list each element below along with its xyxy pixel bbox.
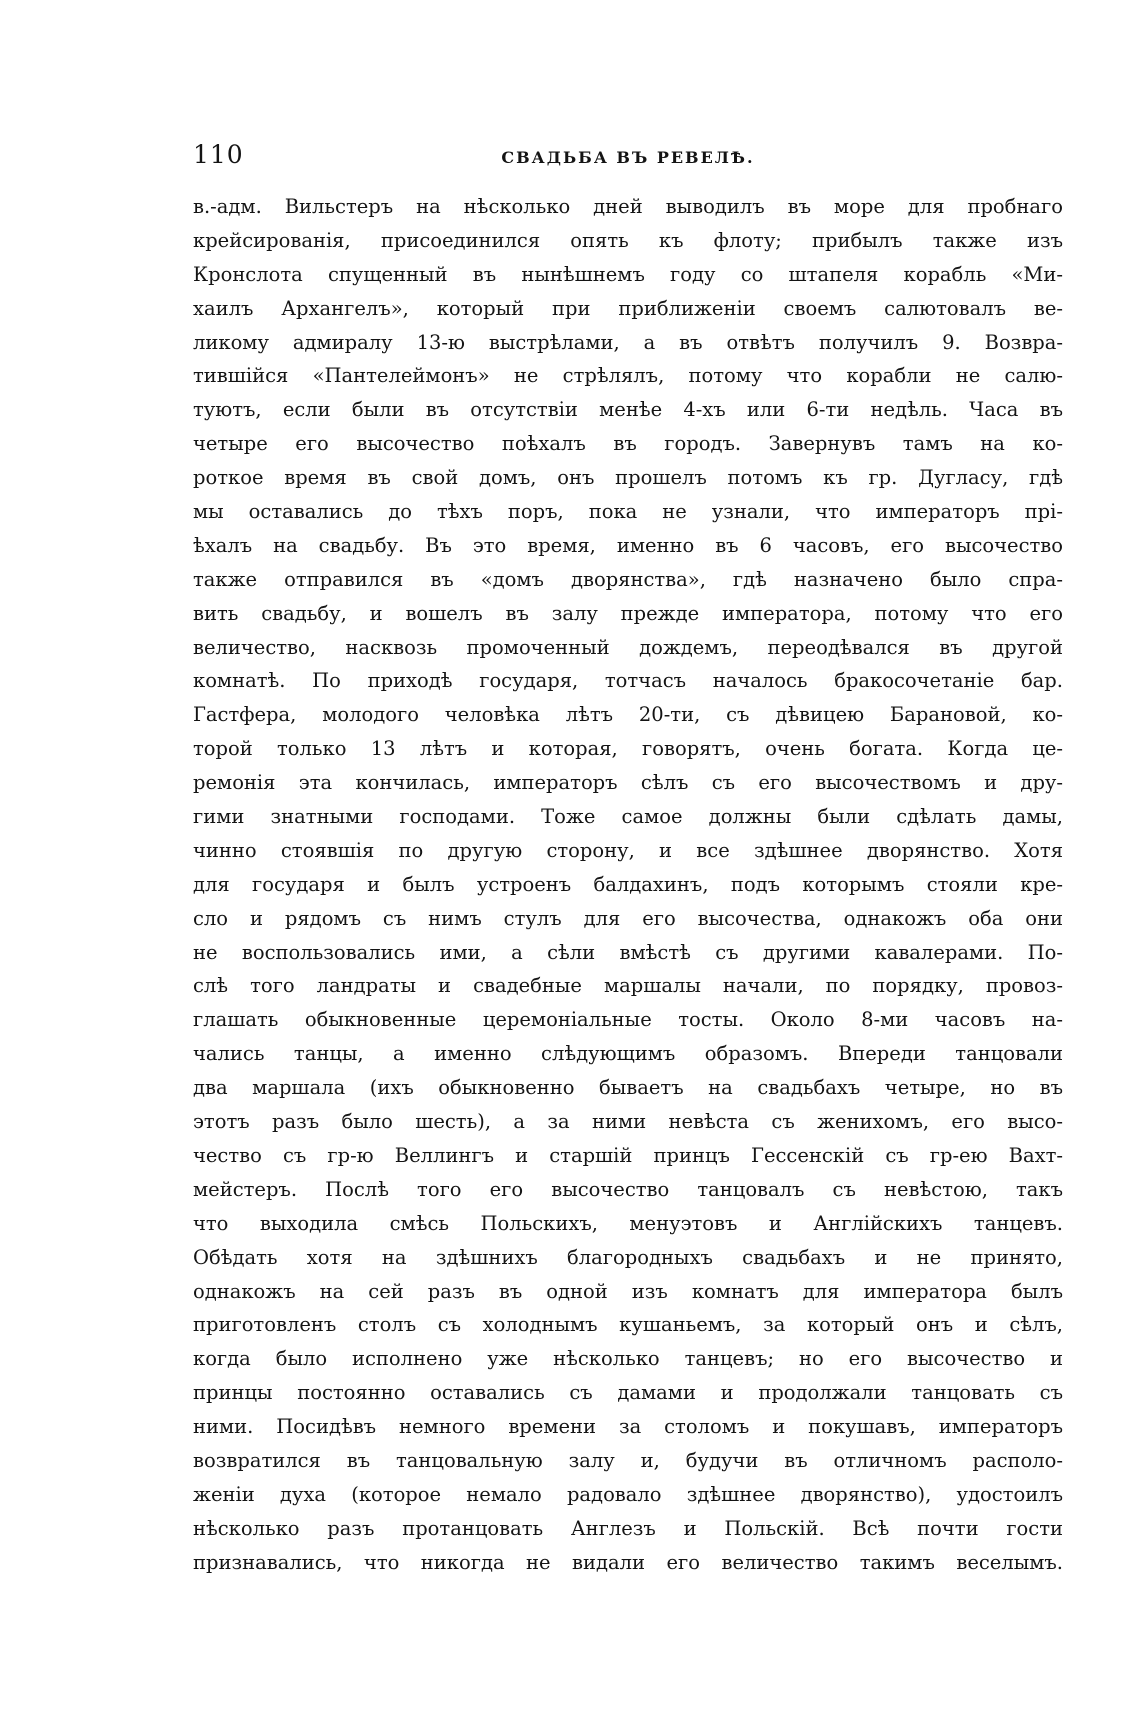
text-line: что выходила смѣсь Польскихъ, менуэтовъ и Англійскихъ танцевъ. (193, 1211, 1063, 1235)
text-line: Обѣдать хотя на здѣшнихъ благородныхъ свадьбахъ и не принято, (193, 1245, 1063, 1269)
text-line: мы оставались до тѣхъ поръ, пока не узнали, что императоръ прі- (193, 500, 1063, 524)
text-line: комнатѣ. По приходѣ государя, тотчасъ началось бракосочетаніе бар. (193, 669, 1063, 693)
text-line: мейстеръ. Послѣ того его высочество танцовалъ съ невѣстою, такъ (193, 1177, 1063, 1201)
text-line: два маршала (ихъ обыкновенно бываетъ на свадьбахъ четыре, но въ (193, 1076, 1063, 1100)
text-line: чество съ гр-ю Веллингъ и старшій принцъ Гессенскій съ гр-ею Вахт- (193, 1143, 1063, 1167)
text-line: признавались, что никогда не видали его величество такимъ веселымъ. (193, 1550, 1063, 1574)
text-line: тившійся «Пантелеймонъ» не стрѣлялъ, потому что корабли не салю- (193, 364, 1063, 388)
text-line: для государя и былъ устроенъ балдахинъ, подъ которымъ стояли кре- (193, 872, 1063, 896)
text-line: четыре его высочество поѣхалъ въ городъ. Завернувъ тамъ на ко- (193, 432, 1063, 456)
running-title: СВАДЬБА ВЪ РЕВЕЛѢ. (501, 148, 755, 167)
text-line: туютъ, если были въ отсутствіи менѣе 4-хъ или 6-ти недѣль. Часа въ (193, 398, 1063, 422)
text-line: гими знатными господами. Тоже самое должны были сдѣлать дамы, (193, 805, 1063, 829)
text-line: роткое время въ свой домъ, онъ прошелъ потомъ къ гр. Дугласу, гдѣ (193, 466, 1063, 490)
text-line: слѣ того ландраты и свадебные маршалы начали, по порядку, провоз- (193, 974, 1063, 998)
text-line: Кронслота спущенный въ нынѣшнемъ году со штапеля корабль «Ми- (193, 262, 1063, 286)
text-line: величество, насквозь промоченный дождемъ, переодѣвался въ другой (193, 635, 1063, 659)
text-line: возвратился въ танцовальную залу и, будучи въ отличномъ располо- (193, 1448, 1063, 1472)
text-line: ремонія эта кончилась, императоръ сѣлъ съ его высочествомъ и дру- (193, 771, 1063, 795)
text-line: крейсированія, присоединился опять къ флоту; прибылъ также изъ (193, 228, 1063, 252)
text-line: глашать обыкновенные церемоніальные тосты. Около 8-ми часовъ на- (193, 1008, 1063, 1032)
page-number: 110 (193, 140, 244, 169)
text-line: в.-адм. Вильстеръ на нѣсколько дней выводилъ въ море для пробнаго (193, 195, 1063, 218)
text-line: этотъ разъ было шесть), а за ними невѣста съ женихомъ, его высо- (193, 1110, 1063, 1134)
text-line: чались танцы, а именно слѣдующимъ образомъ. Впереди танцовали (193, 1042, 1063, 1066)
text-line: принцы постоянно оставались съ дамами и продолжали танцовать съ (193, 1381, 1063, 1405)
body-text (193, 190, 1063, 1580)
text-line: женіи духа (которое немало радовало здѣшнее дворянство), удостоилъ (193, 1482, 1063, 1506)
text-line: хаилъ Архангелъ», который при приближеніи своемъ салютовалъ ве- (193, 296, 1063, 320)
text-line: торой только 13 лѣтъ и которая, говорятъ, очень богата. Когда це- (193, 737, 1063, 761)
text-line: чинно стоявшія по другую сторону, и все здѣшнее дворянство. Хотя (193, 838, 1063, 862)
text-line: также отправился въ «домъ дворянства», гдѣ назначено было спра- (193, 567, 1063, 591)
text-line: ними. Посидѣвъ немного времени за столомъ и покушавъ, императоръ (193, 1415, 1063, 1439)
text-line: сло и рядомъ съ нимъ стулъ для его высочества, однакожъ оба они (193, 906, 1063, 930)
text-line: не воспользовались ими, а сѣли вмѣстѣ съ другими кавалерами. По- (193, 940, 1063, 964)
text-line: ѣхалъ на свадьбу. Въ это время, именно въ 6 часовъ, его высочество (193, 533, 1063, 557)
text-line: Гастфера, молодого человѣка лѣтъ 20-ти, съ дѣвицею Барановой, ко- (193, 703, 1063, 727)
text-line: когда было исполнено уже нѣсколько танцевъ; но его высочество и (193, 1347, 1063, 1371)
text-line: вить свадьбу, и вошелъ въ залу прежде императора, потому что его (193, 601, 1063, 625)
text-line: нѣсколько разъ протанцовать Англезъ и Польскій. Всѣ почти гости (193, 1516, 1063, 1540)
text-line: ликому адмиралу 13-ю выстрѣлами, а въ отвѣтъ получилъ 9. Возвра- (193, 330, 1063, 354)
text-line: однакожъ на сей разъ въ одной изъ комнатъ для императора былъ (193, 1279, 1063, 1303)
text-line: приготовленъ столъ съ холоднымъ кушаньемъ, за который онъ и сѣлъ, (193, 1313, 1063, 1337)
page-header (193, 140, 1063, 180)
